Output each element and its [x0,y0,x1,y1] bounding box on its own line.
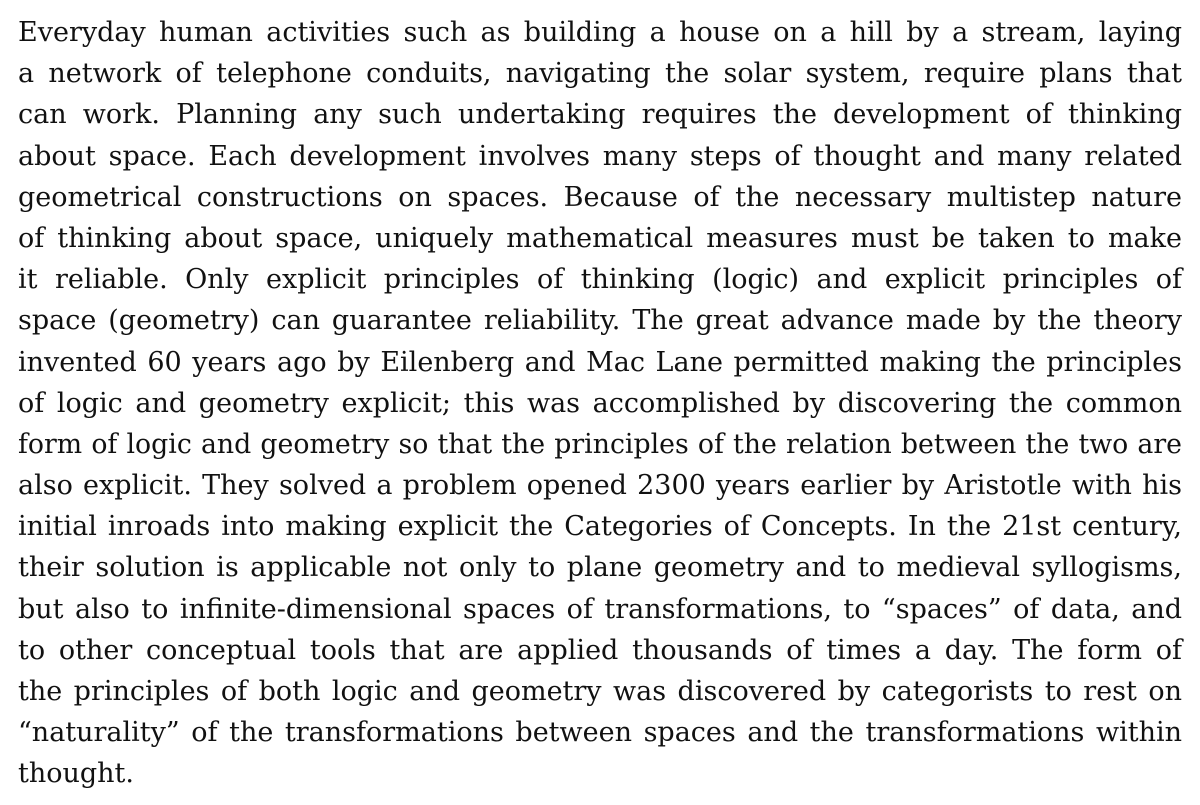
text-line-16: to other conceptual tools that are applied thousands of times a day. The form of [18,634,1182,666]
text-line-15: but also to infinite-dimensional spaces of transformations, to “spaces” of data, and [18,593,1182,625]
text-line-19: thought. [18,758,134,790]
text-line-18: “naturality” of the transformations between spaces and the transformations within [18,717,1182,749]
text-line-11: form of logic and geometry so that the principles of the relation between the two are [18,428,1182,460]
text-line-6: of thinking about space, uniquely mathematical measures must be taken to make [18,222,1182,254]
text-line-17: the principles of both logic and geometry was discovered by categorists to rest on [18,676,1182,707]
text-line-5: geometrical constructions on spaces. Because of the necessary multistep nature [18,181,1182,213]
text-line-2: a network of telephone conduits, navigating the solar system, require plans that [18,58,1182,90]
text-line-14: their solution is applicable not only to plane geometry and to medieval syllogisms, [18,552,1182,584]
text-line-3: can work. Planning any such undertaking requires the development of thinking [18,99,1182,131]
body-paragraph [18,12,1182,795]
text-line-10: of logic and geometry explicit; this was accomplished by discovering the common [18,387,1182,419]
text-line-1: Everyday human activities such as building a house on a hill by a stream, laying [18,17,1182,48]
text-line-9: invented 60 years ago by Eilenberg and Mac Lane permitted making the principles [18,346,1182,378]
text-line-7: it reliable. Only explicit principles of thinking (logic) and explicit principles of [18,264,1182,296]
text-line-13: initial inroads into making explicit the Categories of Concepts. In the 21st century, [18,511,1182,543]
text-line-12: also explicit. They solved a problem opened 2300 years earlier by Aristotle with his [18,470,1182,502]
text-line-4: about space. Each development involves many steps of thought and many related [18,140,1182,172]
text-line-8: space (geometry) can guarantee reliability. The great advance made by the theory [18,305,1182,337]
